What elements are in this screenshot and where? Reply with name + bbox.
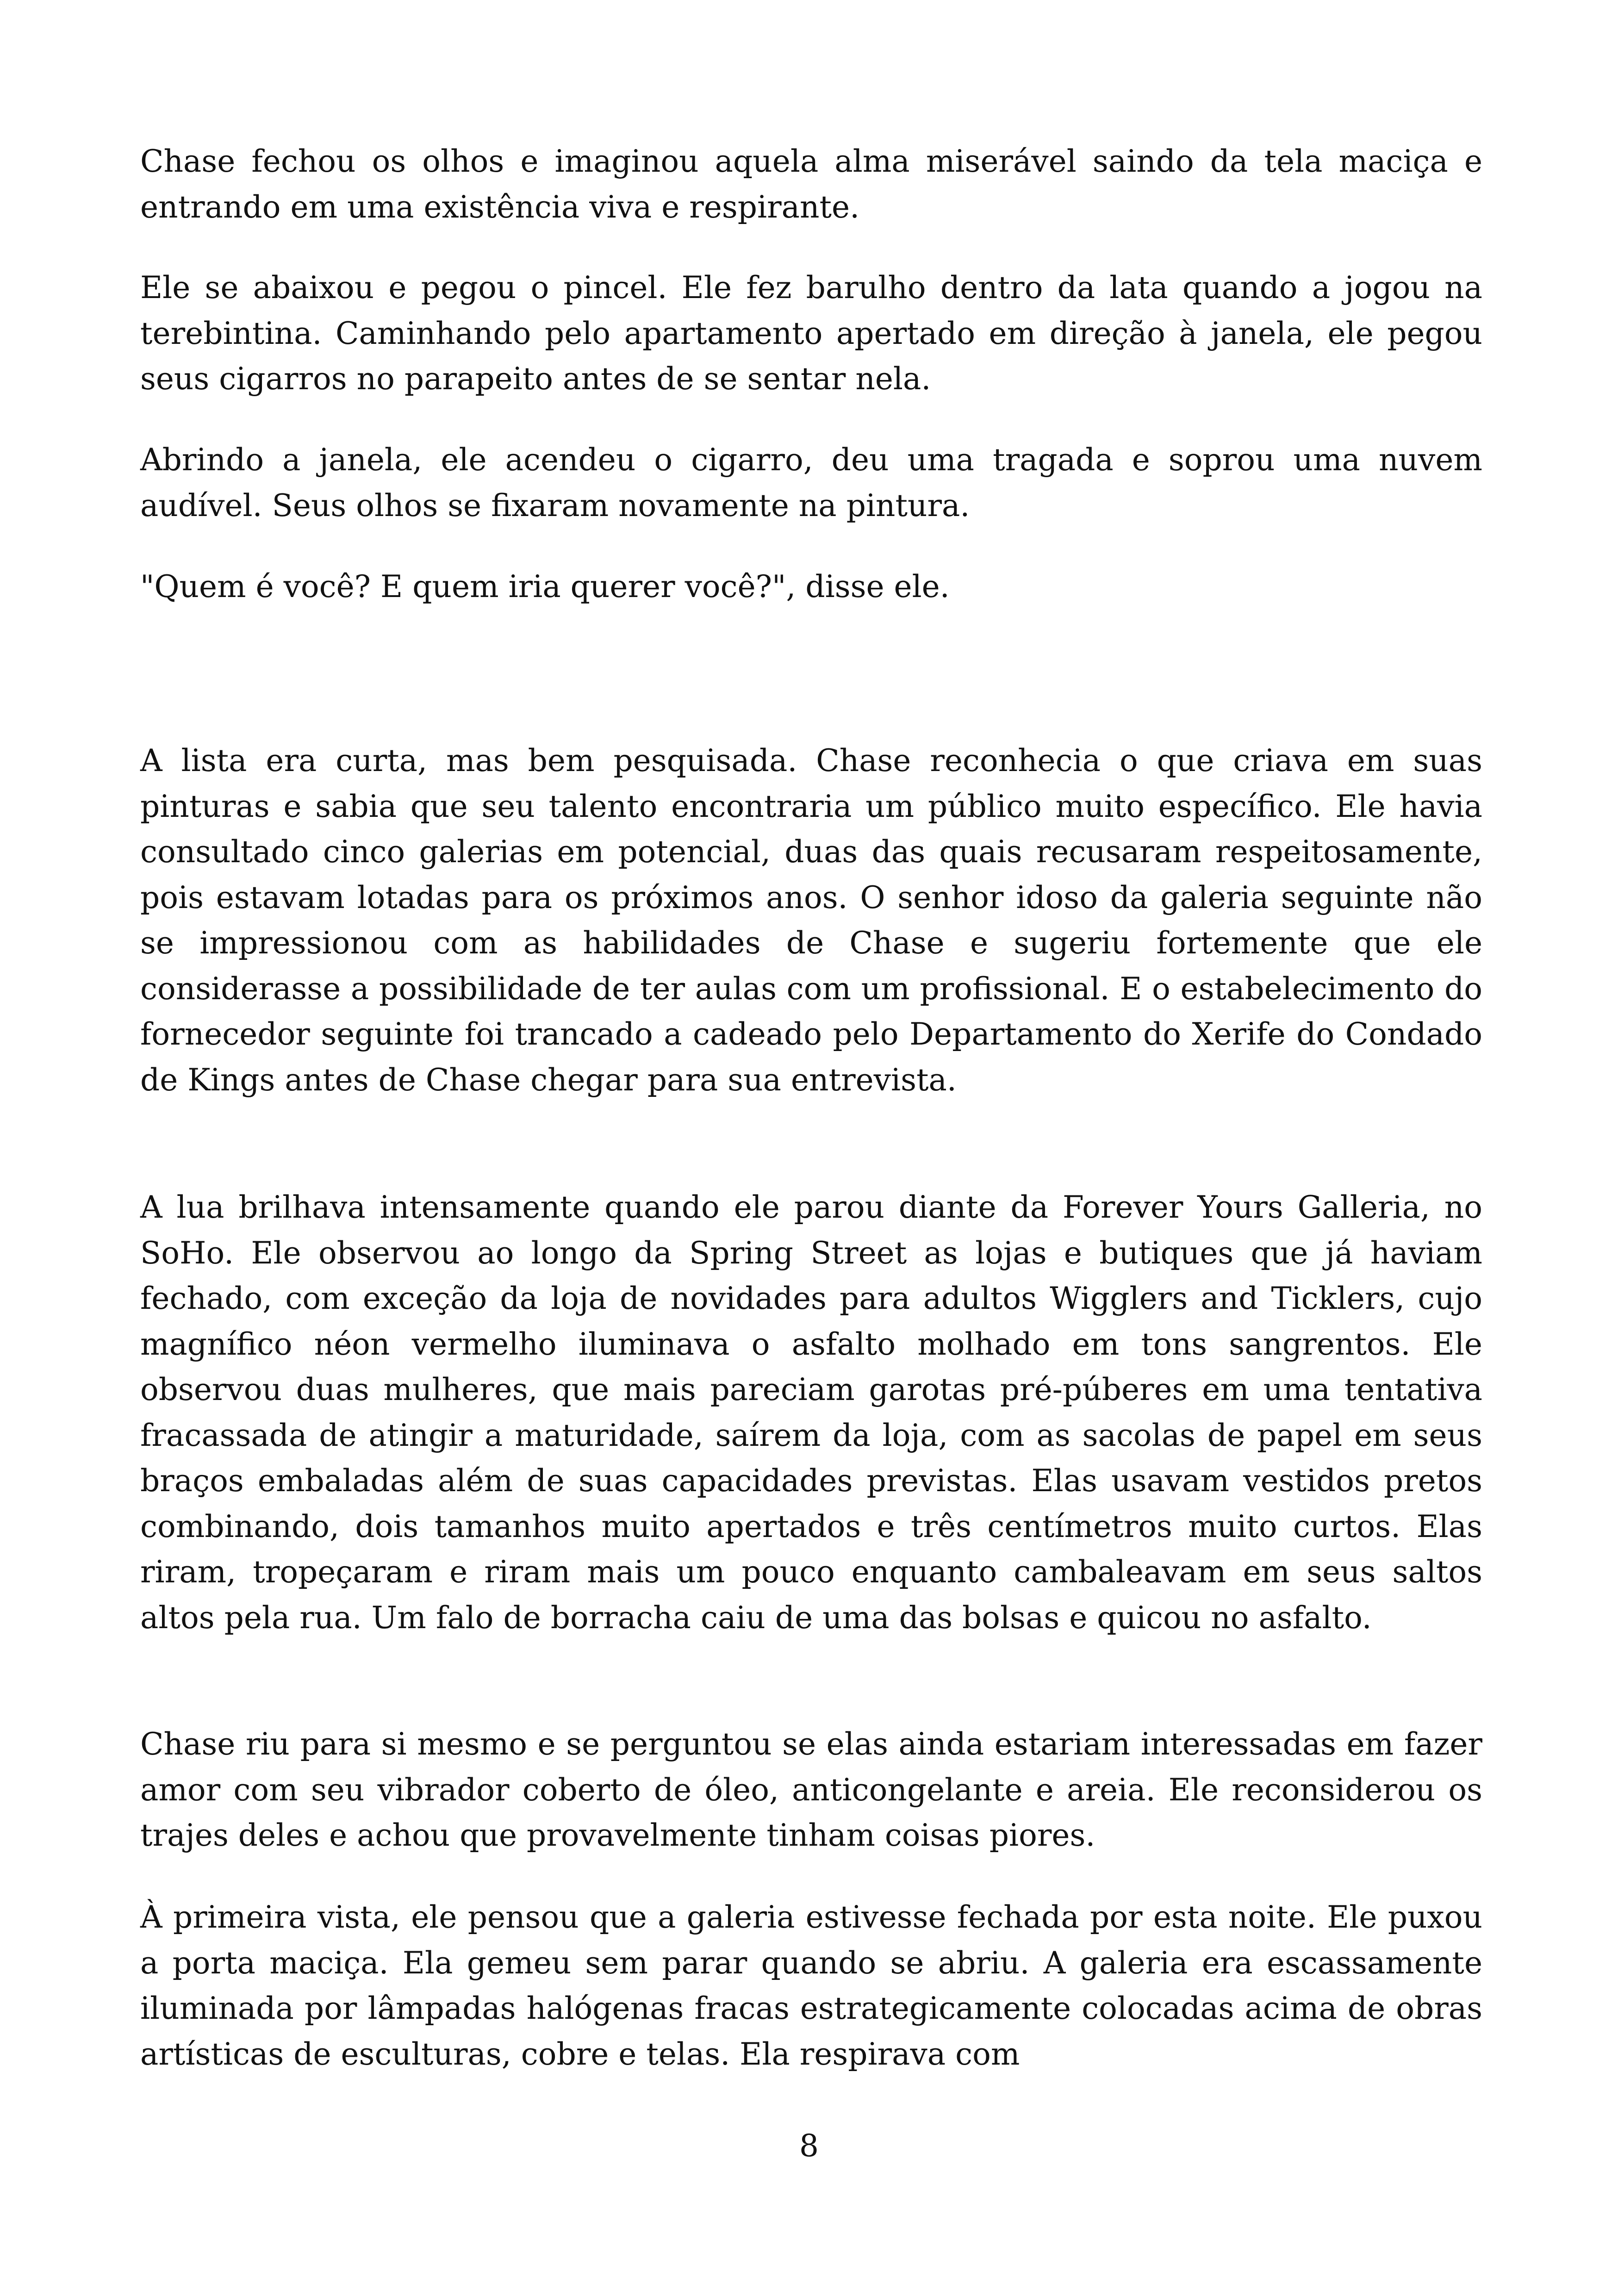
paragraph-8: À primeira vista, ele pensou que a galeria estivesse fechada por esta noite. Ele puxou a porta maciça. Ela gemeu sem parar quando se abriu. A galeria era escassamente iluminada por lâmpadas halógenas fracas estrategicamente colocadas acima de obras artísticas de esculturas, cobre e telas. Ela respirava com [140, 1899, 1482, 2072]
page-number: 8 [799, 2128, 819, 2164]
text-section-7 [140, 1722, 1482, 1859]
text-section-1 [140, 139, 1482, 230]
text-section-2 [140, 265, 1482, 402]
text-section-5 [140, 738, 1482, 1103]
text-section-6 [140, 1185, 1482, 1641]
paragraph-7: Chase riu para si mesmo e se perguntou se elas ainda estariam interessadas em fazer amor com seu vibrador coberto de óleo, anticongelante e areia. Ele reconsiderou os trajes deles e achou que provavelmente tinham coisas piores. [140, 1726, 1482, 1853]
paragraph-4: "Quem é você? E quem iria querer você?", disse ele. [140, 569, 950, 604]
paragraph-2: Ele se abaixou e pegou o pincel. Ele fez barulho dentro da lata quando a jogou na terebintina. Caminhando pelo apartamento apertado em direção à janela, ele pegou seus cigarros no parapeito antes de se sentar nela. [140, 270, 1482, 397]
paragraph-5: A lista era curta, mas bem pesquisada. Chase reconhecia o que criava em suas pinturas e sabia que seu talento encontraria um público muito específico. Ele havia consultado cinco galerias em potencial, duas das quais recusaram respeitosamente, pois estavam lotadas para os próximos anos. O senhor idoso da galeria seguinte não se impressionou com as habilidades de Chase e sugeriu fortemente que ele considerasse a possibilidade de ter aulas com um profissional. E o estabelecimento do fornecedor seguinte foi trancado a cadeado pelo Departamento do Xerife do Condado de Kings antes de Chase chegar para sua entrevista. [140, 743, 1482, 1098]
text-section-3 [140, 437, 1482, 529]
paragraph-6: A lua brilhava intensamente quando ele parou diante da Forever Yours Galleria, no SoHo. Ele observou ao longo da Spring Street as lojas e butiques que já haviam fechado, com exceção da loja de novidades para adultos Wigglers and Ticklers, cujo magnífico néon vermelho iluminava o asfalto molhado em tons sangrentos. Ele observou duas mulheres, que mais pareciam garotas pré-púberes em uma tentativa fracassada de atingir a maturidade, saírem da loja, com as sacolas de papel em seus braços embaladas além de suas capacidades previstas. Elas usavam vestidos pretos combinando, dois tamanhos muito apertados e três centímetros muito curtos. Elas riram, tropeçaram e riram mais um pouco enquanto cambaleavam em seus saltos altos pela rua. Um falo de borracha caiu de uma das bolsas e quicou no asfalto. [140, 1189, 1482, 1636]
text-section-8 [140, 1895, 1482, 2077]
paragraph-1: Chase fechou os olhos e imaginou aquela alma miserável saindo da tela maciça e entrando em uma existência viva e respirante. [140, 143, 1482, 225]
text-section-4 [140, 564, 1482, 610]
paragraph-3: Abrindo a janela, ele acendeu o cigarro, deu uma tragada e soprou uma nuvem audível. Seus olhos se fixaram novamente na pintura. [140, 442, 1482, 523]
